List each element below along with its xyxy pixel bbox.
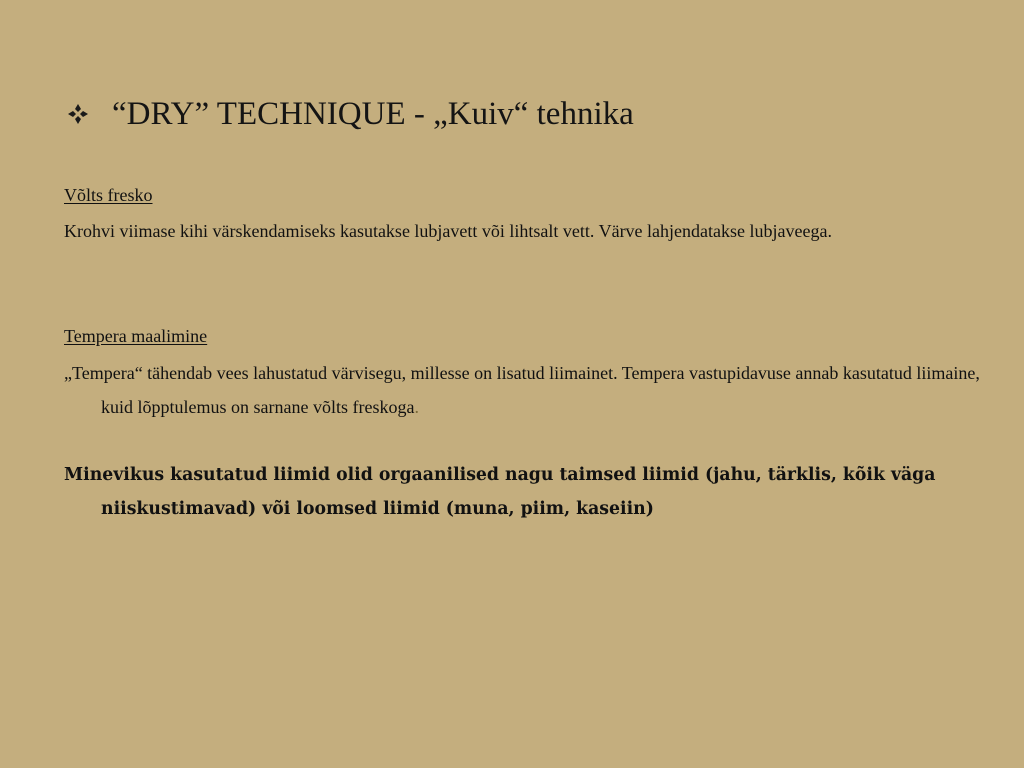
section-heading-tempera: Tempera maalimine	[64, 326, 208, 346]
section-heading-volts-fresko: Võlts fresko	[64, 185, 153, 205]
section-text-volts-fresko: Krohvi viimase kihi värskendamiseks kasutakse lubjavett või lihtsalt vett. Värve lahjendatakse lubjaveega.	[64, 221, 832, 241]
slide-title: “DRY” TECHNIQUE - „Kuiv“ tehnika	[112, 96, 634, 132]
section-text-tempera-body: „Tempera“ tähendab vees lahustatud värvisegu, millesse on lisatud liimainet. Tempera vastupidavuse annab kasutatud liimaine, kuid lõpptulemus on sarnane võlts freskoga	[64, 363, 980, 417]
section-text-tempera	[64, 356, 1001, 424]
diamond-bullet-icon	[66, 102, 90, 126]
section-text-tempera-end: .	[414, 397, 419, 417]
closing-paragraph: Minevikus kasutatud liimid olid orgaanilised nagu taimsed liimid (jahu, tärklis, kõik väga niiskustimavad) või loomsed liimid (muna, piim, kaseiin)	[64, 465, 936, 519]
slide-title-row	[64, 94, 634, 134]
